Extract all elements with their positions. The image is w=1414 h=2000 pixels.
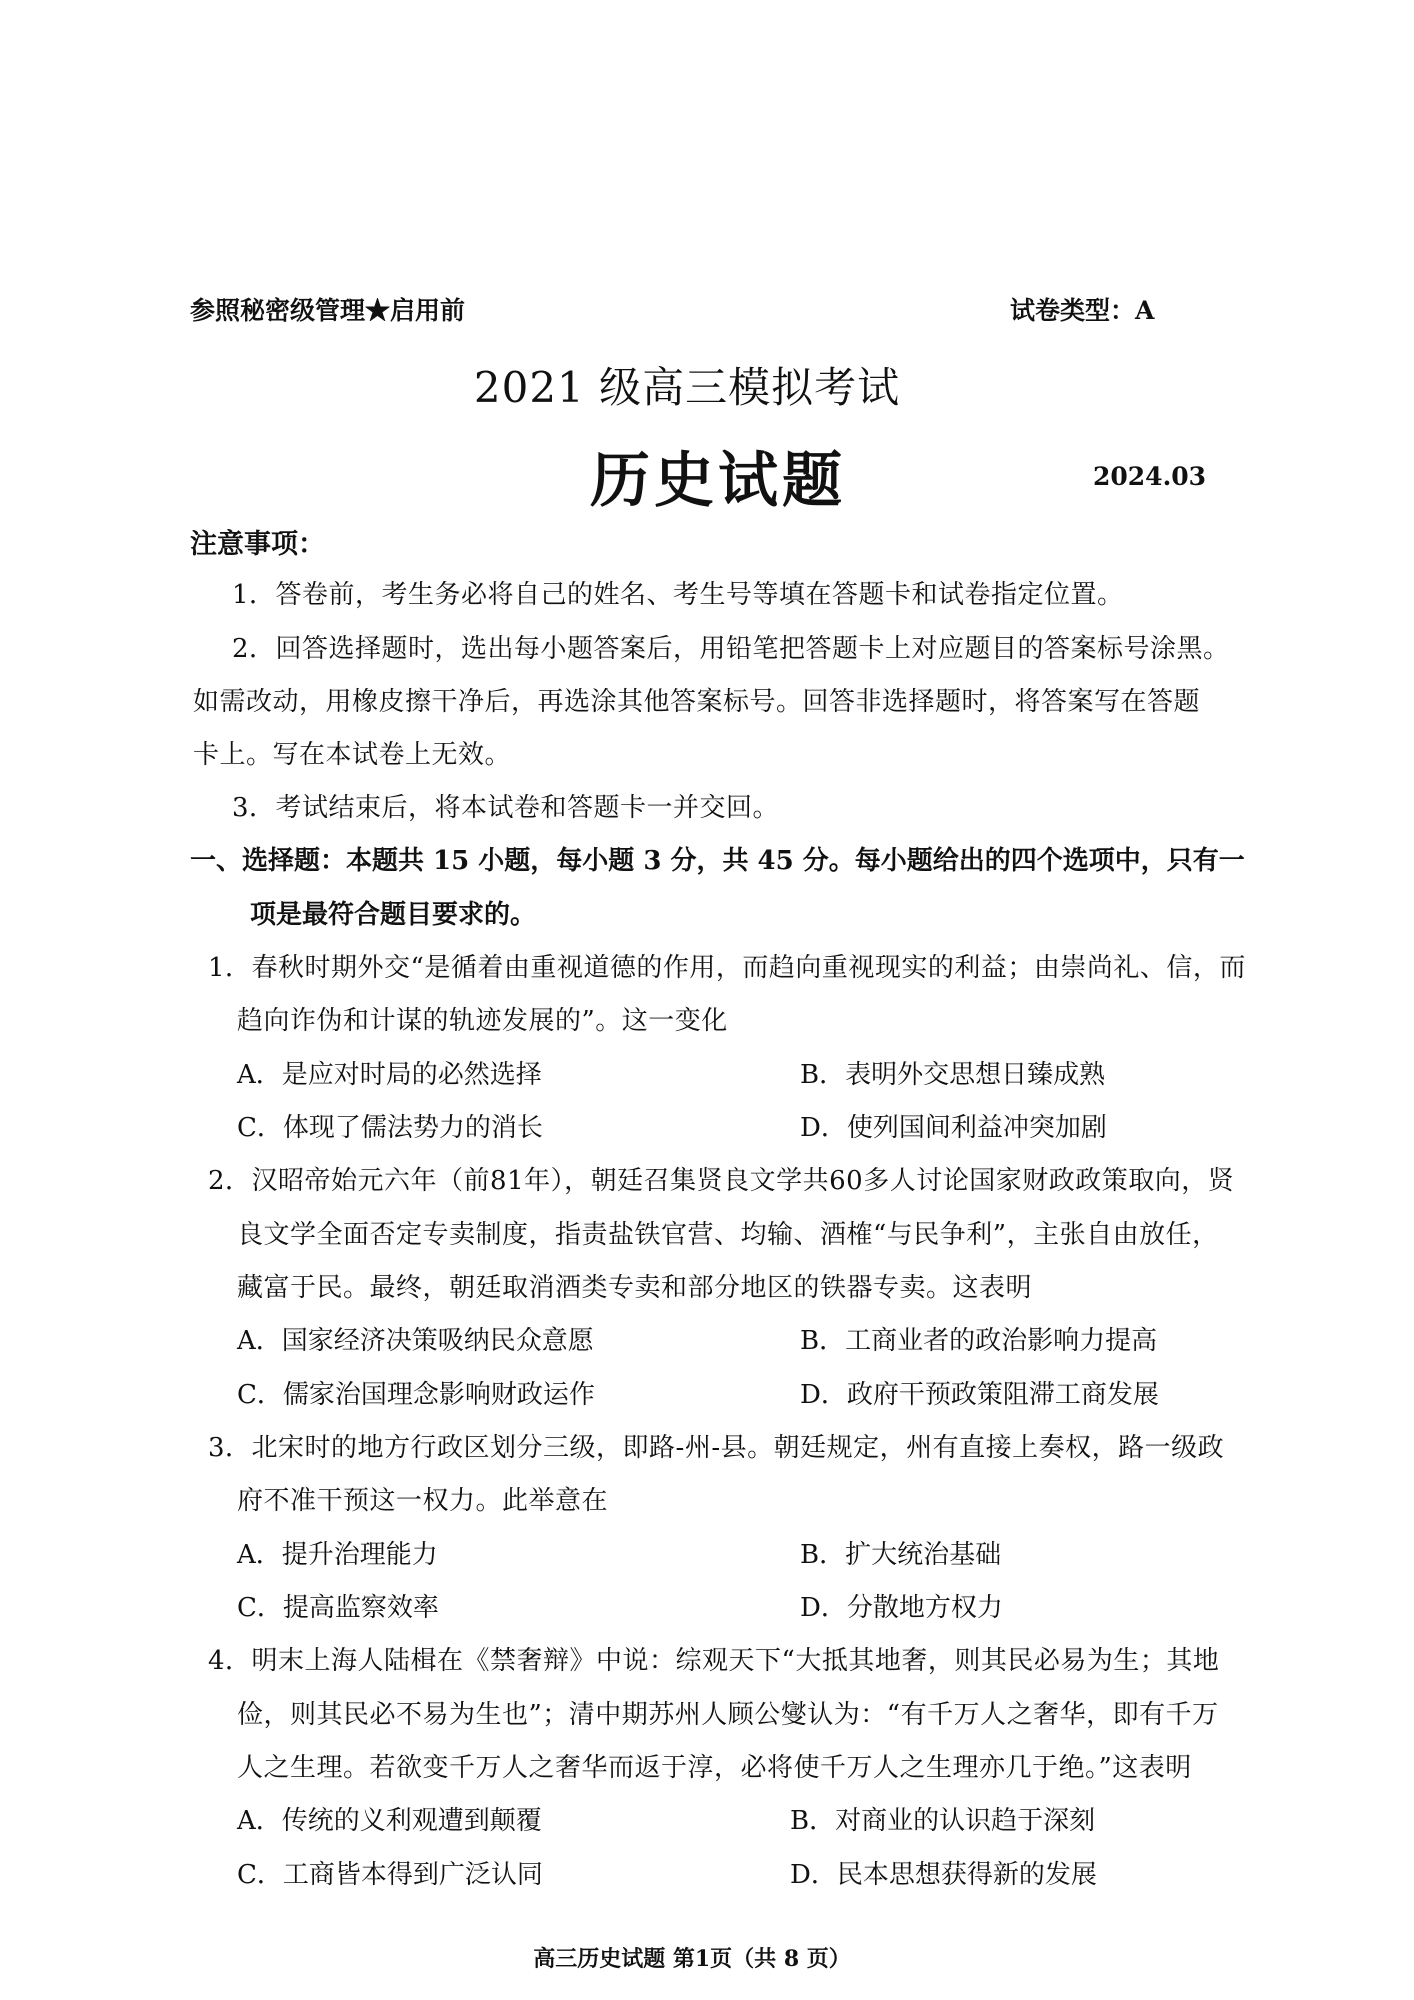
- subject-title: 历史试题: [590, 446, 846, 516]
- paper-type-label: 试卷类型：A: [1010, 296, 1155, 325]
- option-d: D．政府干预政策阻滞工商发展: [800, 1380, 1159, 1410]
- option-b: B．对商业的认识趋于深刻: [790, 1806, 1096, 1836]
- option-c: C．儒家治国理念影响财政运作: [237, 1380, 595, 1410]
- option-a: A．提升治理能力: [237, 1540, 438, 1570]
- option-b: B．表明外交思想日臻成熟: [800, 1060, 1106, 1090]
- question-stem-line: 人之生理。若欲变千万人之奢华而返于淳，必将使千万人之生理亦几于绝。”这表明: [237, 1753, 1192, 1783]
- question-stem-line: 趋向诈伪和计谋的轨迹发展的”。这一变化: [237, 1006, 728, 1036]
- option-d: D．使列国间利益冲突加剧: [800, 1113, 1107, 1143]
- option-a: A．传统的义利观遭到颠覆: [237, 1806, 542, 1836]
- option-b: B．工商业者的政治影响力提高: [800, 1326, 1158, 1356]
- notes-item: 2．回答选择题时，选出每小题答案后，用铅笔把答题卡上对应题目的答案标号涂黑。: [232, 634, 1230, 664]
- option-c: C．提高监察效率: [237, 1593, 439, 1623]
- exam-date: 2024.03: [1093, 462, 1207, 491]
- page-footer: 高三历史试题 第1页（共 8 页）: [533, 1946, 851, 1972]
- notes-heading: 注意事项：: [190, 529, 325, 560]
- section-heading-cont: 项是最符合题目要求的。: [250, 900, 537, 930]
- section-heading: 一、选择题：本题共 15 小题，每小题 3 分，共 45 分。每小题给出的四个选项中，只有一: [190, 846, 1245, 876]
- question-stem-line: 府不准干预这一权力。此举意在: [237, 1486, 609, 1516]
- question-stem-line: 4．明末上海人陆楫在《禁奢辩》中说：综观天下“大抵其地奢，则其民必易为生；其地: [208, 1646, 1220, 1676]
- question-stem-line: 俭，则其民必不易为生也”；清中期苏州人顾公燮认为：“有千万人之奢华，即有千万: [237, 1700, 1219, 1730]
- exam-title: 2021 级高三模拟考试: [473, 363, 901, 412]
- notes-item: 如需改动，用橡皮擦干净后，再选涂其他答案标号。回答非选择题时，将答案写在答题: [193, 687, 1201, 717]
- question-stem-line: 3．北宋时的地方行政区划分三级，即路-州-县。朝廷规定，州有直接上奏权，路一级政: [208, 1433, 1225, 1463]
- option-d: D．分散地方权力: [800, 1593, 1003, 1623]
- option-d: D．民本思想获得新的发展: [790, 1860, 1097, 1890]
- option-b: B．扩大统治基础: [800, 1540, 1002, 1570]
- secret-level-label: 参照秘密级管理★启用前: [190, 296, 466, 325]
- question-stem-line: 良文学全面否定专卖制度，指责盐铁官营、均输、酒榷“与民争利”，主张自由放任，: [237, 1220, 1219, 1250]
- option-c: C．工商皆本得到广泛认同: [237, 1860, 543, 1890]
- notes-item: 3．考试结束后，将本试卷和答题卡一并交回。: [232, 793, 780, 823]
- option-a: A．是应对时局的必然选择: [237, 1060, 542, 1090]
- question-stem-line: 藏富于民。最终，朝廷取消酒类专卖和部分地区的铁器专卖。这表明: [237, 1273, 1033, 1303]
- option-c: C．体现了儒法势力的消长: [237, 1113, 543, 1143]
- option-a: A．国家经济决策吸纳民众意愿: [237, 1326, 594, 1356]
- question-stem-line: 2．汉昭帝始元六年（前81年），朝廷召集贤良文学共60多人讨论国家财政政策取向，贤: [208, 1166, 1235, 1196]
- question-stem-line: 1．春秋时期外交“是循着由重视道德的作用，而趋向重视现实的利益；由崇尚礼、信，而: [208, 953, 1246, 983]
- notes-item: 1．答卷前，考生务必将自己的姓名、考生号等填在答题卡和试卷指定位置。: [232, 580, 1124, 610]
- notes-item: 卡上。写在本试卷上无效。: [193, 740, 512, 770]
